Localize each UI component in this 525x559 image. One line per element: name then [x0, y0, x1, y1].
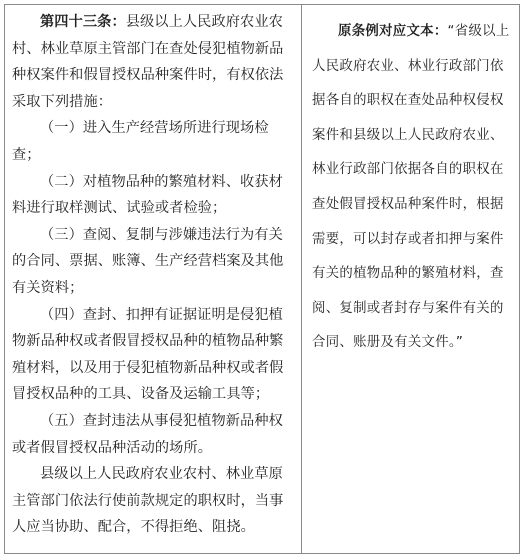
article-intro-text: 县级以上人民政府农业农村、林业草原主管部门在查处侵犯植物新品种权案件和假冒授权品种案件时，有权依法采取下列措施： [12, 14, 284, 110]
original-text-body: “省级以上人民政府农业、林业行政部门依据各自的职权在查处品种权侵权案件和县级以上人民政府农业、林业行政部门依据各自的职权在查处假冒授权品种案件时，根据需要，可以封存或者扣押与案件有关的植物品种的繁殖材料，查阅、复制或者封存与案件有关的合同、账册及有关文件。” [312, 24, 510, 351]
measure-item-2: （二）对植物品种的繁殖材料、收获材料进行取样测试、试验或者检验； [12, 173, 283, 217]
original-text-label: 原条例对应文本： [338, 24, 448, 39]
comparison-table [4, 4, 520, 554]
article-label: 第四十三条： [40, 14, 126, 30]
original-regulation-cell [302, 5, 519, 553]
new-regulation-cell [5, 5, 302, 553]
article-closing: 县级以上人民政府农业农村、林业草原主管部门依法行使前款规定的职权时，当事人应当协助、配合，不得拒绝、阻挠。 [12, 466, 284, 536]
article-intro [12, 9, 297, 115]
original-text-paragraph [312, 15, 513, 361]
measure-item-3: （三）查阅、复制与涉嫌违法行为有关的合同、票据、账簿、生产经营档案及其他有关资料； [12, 226, 284, 296]
measure-item-1: （一）进入生产经营场所进行现场检查； [12, 120, 269, 163]
measure-item-5: （五）查封违法从事侵犯植物新品种权或者假冒授权品种活动的场所。 [12, 412, 283, 456]
measure-item-4: （四）查封、扣押有证据证明是侵犯植物新品种权或者假冒授权品种的植物品种繁殖材料，以及用于侵犯植物新品种权或者假冒授权品种的工具、设备及运输工具等； [12, 306, 284, 403]
